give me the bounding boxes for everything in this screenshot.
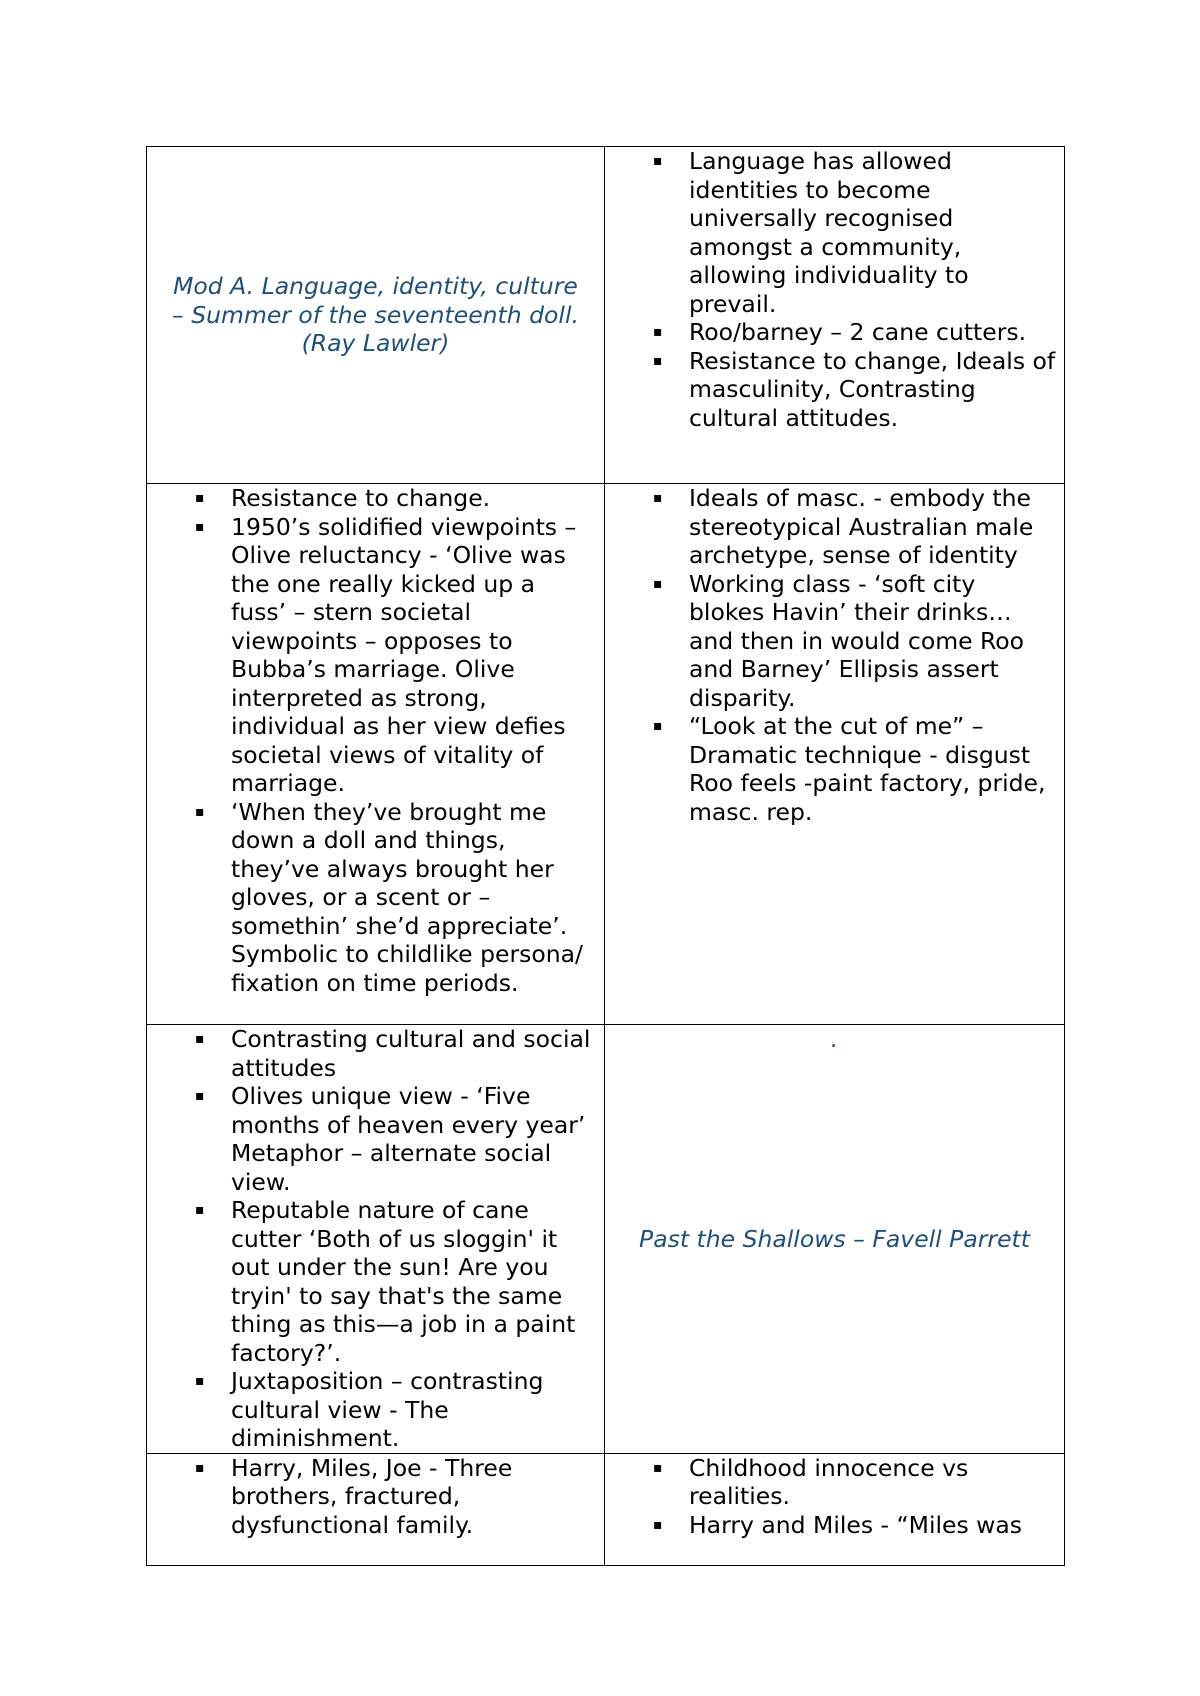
table-row bbox=[147, 147, 1065, 484]
list-item: ▪ Reputable nature of cane cutter ‘Both of us sloggin' it out under the sun! Are you tryin' to say that's the same thing as this—a job in a paint factory?’. bbox=[195, 1196, 576, 1367]
overview-list bbox=[605, 147, 1064, 432]
square-bullet-icon: ▪ bbox=[195, 1031, 205, 1047]
list-item: ▪ Resistance to change. bbox=[195, 484, 491, 512]
list-item: ▪ Ideals of masc. - embody the stereotypical Australian male archetype, sense of identity bbox=[653, 484, 1034, 569]
list-item: ▪ ‘When they’ve brought me down a doll and things, they’ve always brought her gloves, or a scent or – somethin’ she’d appreciate’. Symbolic to childlike persona/ fixation on time periods. bbox=[195, 797, 583, 997]
square-bullet-icon: ▪ bbox=[653, 718, 663, 734]
cultural-attitudes-cell bbox=[147, 1025, 605, 1454]
overview-cell bbox=[605, 147, 1065, 484]
square-bullet-icon: ▪ bbox=[653, 153, 663, 169]
list-item: ▪ Roo/barney – 2 cane cutters. bbox=[653, 318, 1027, 346]
square-bullet-icon: ▪ bbox=[653, 352, 663, 369]
table-row bbox=[147, 484, 1065, 1025]
notes-table bbox=[146, 146, 1065, 1566]
square-bullet-icon: ▪ bbox=[195, 803, 205, 820]
square-bullet-icon: ▪ bbox=[653, 1459, 663, 1476]
square-bullet-icon: ▪ bbox=[195, 1202, 205, 1218]
square-bullet-icon: ▪ bbox=[195, 490, 205, 506]
list-item: ▪ Harry and Miles - “Miles was bbox=[653, 1510, 1023, 1539]
innocence-list bbox=[605, 1454, 1064, 1540]
novel-title-cell bbox=[605, 1025, 1065, 1454]
square-bullet-icon: ▪ bbox=[653, 324, 663, 340]
list-item: ▪ Juxtaposition – contrasting cultural view - The diminishment. bbox=[195, 1367, 544, 1452]
list-item: ▪ Harry, Miles, Joe - Three brothers, fractured, dysfunctional family. bbox=[195, 1453, 513, 1539]
square-bullet-icon: ▪ bbox=[653, 575, 663, 592]
cultural-attitudes-list bbox=[147, 1025, 604, 1453]
novel-title: Past the Shallows – Favell Parrett bbox=[639, 1224, 1030, 1253]
innocence-cell bbox=[605, 1453, 1065, 1565]
list-item: ▪ Language has allowed identities to become universally recognised amongst a community, allowing individuality to prevail. bbox=[653, 147, 969, 318]
list-item: ▪ Resistance to change, Ideals of masculinity, Contrasting cultural attitudes. bbox=[653, 346, 1056, 432]
family-cell bbox=[147, 1453, 605, 1565]
family-list bbox=[147, 1454, 604, 1540]
square-bullet-icon: ▪ bbox=[195, 1373, 205, 1389]
square-bullet-icon: ▪ bbox=[195, 1459, 205, 1476]
resistance-cell bbox=[147, 484, 605, 1025]
list-item: ▪ “Look at the cut of me” – Dramatic technique - disgust Roo feels -paint factory, pride, masc. rep. bbox=[653, 712, 1046, 826]
square-bullet-icon: ▪ bbox=[653, 490, 663, 506]
table-row bbox=[147, 1453, 1065, 1565]
module-title: Mod A. Language, identity, culture – Summer of the seventeenth doll. (Ray Lawler) bbox=[172, 272, 579, 358]
list-item: ▪ Childhood innocence vs realities. bbox=[653, 1453, 969, 1510]
list-item: ▪ Contrasting cultural and social attitudes bbox=[195, 1025, 591, 1082]
list-item: ▪ Working class - ‘soft city blokes Havin’ their drinks… and then in would come Roo and Barney’ Ellipsis assert disparity. bbox=[653, 569, 1025, 712]
dot-marker: . bbox=[830, 1025, 839, 1053]
list-item: ▪ 1950’s solidified viewpoints – Olive reluctancy - ‘Olive was the one really kicked up a fuss’ – stern societal viewpoints – opposes to Bubba’s marriage. Olive interpreted as strong, individual as her view defies societal views of vitality of marriage. bbox=[195, 512, 577, 797]
table-row bbox=[147, 1025, 1065, 1454]
module-title-cell bbox=[147, 147, 605, 484]
masculinity-cell bbox=[605, 484, 1065, 1025]
square-bullet-icon: ▪ bbox=[653, 1516, 663, 1533]
list-item: ▪ Olives unique view - ‘Five months of heaven every year’ Metaphor – alternate social view. bbox=[195, 1082, 586, 1196]
masculinity-list bbox=[605, 484, 1064, 826]
square-bullet-icon: ▪ bbox=[195, 518, 205, 535]
resistance-list bbox=[147, 484, 604, 997]
square-bullet-icon: ▪ bbox=[195, 1088, 205, 1104]
